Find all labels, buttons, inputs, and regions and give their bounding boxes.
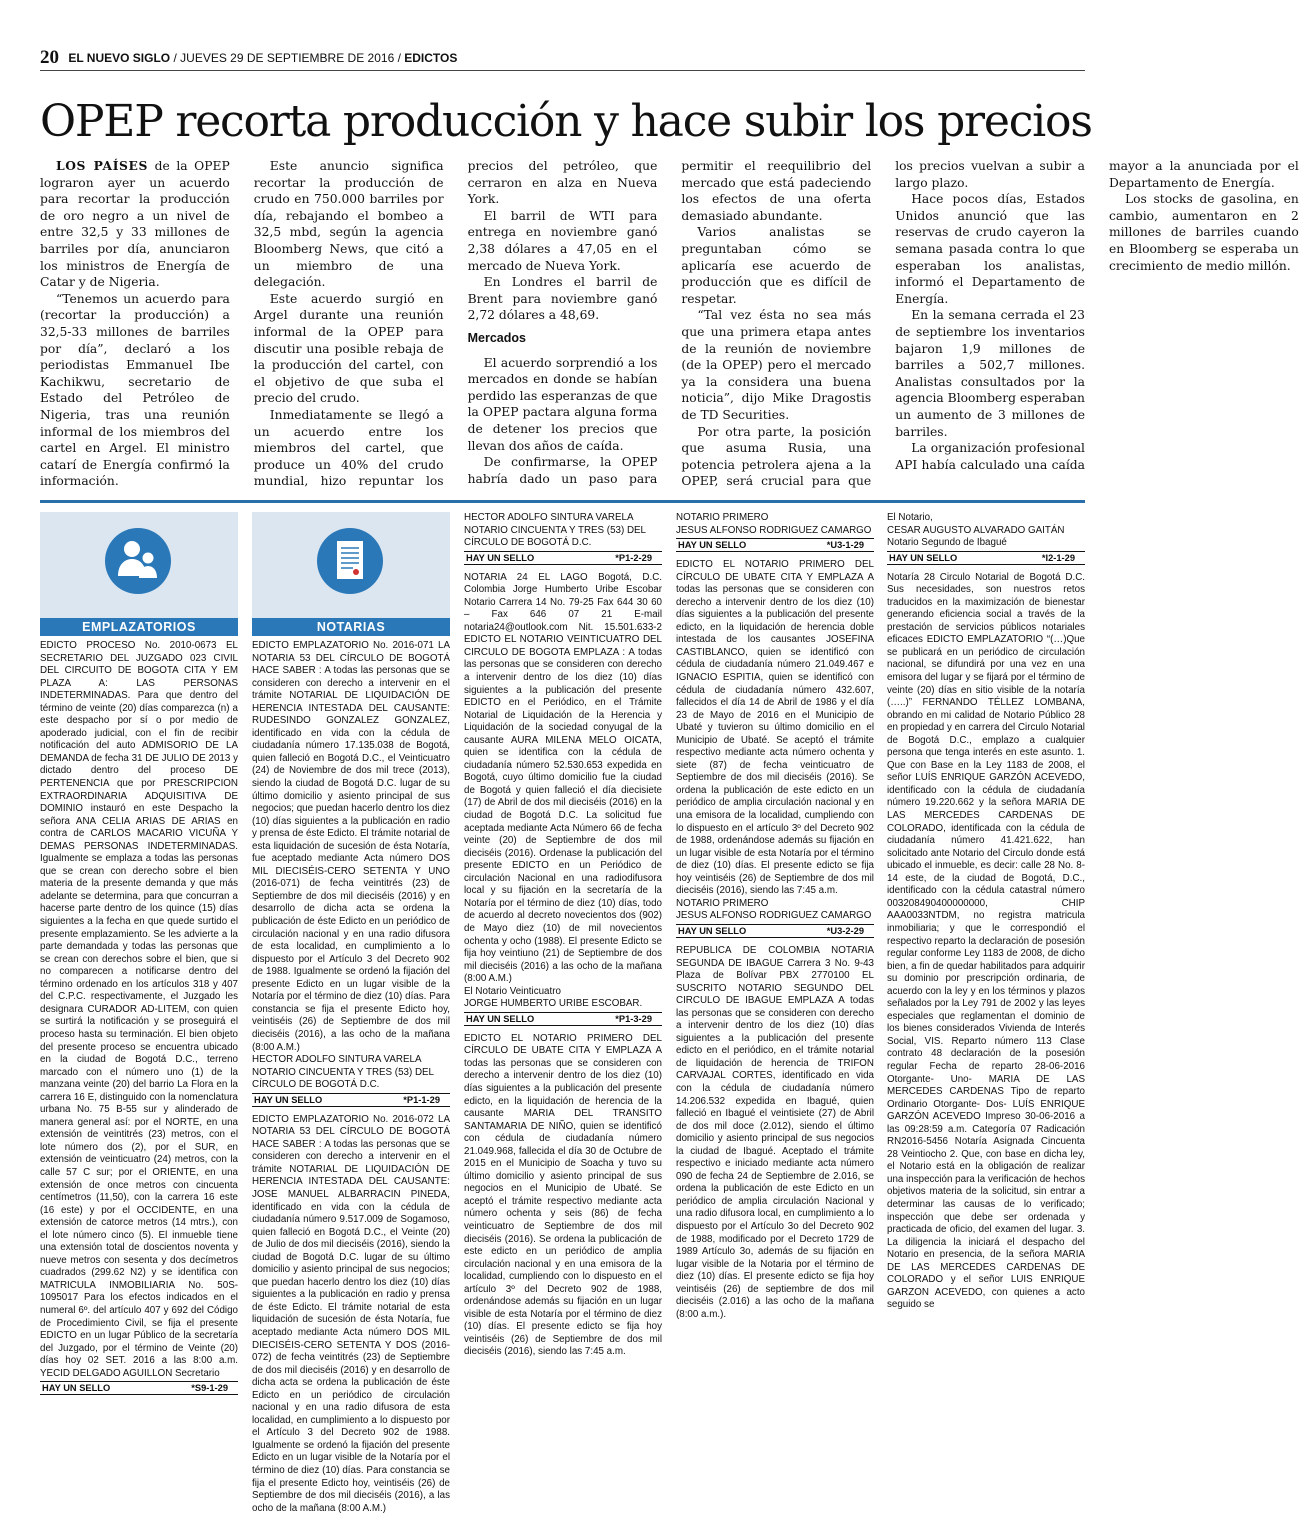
people-icon xyxy=(105,528,171,594)
edict-signature: Notario Segundo de Ibagué xyxy=(887,537,1007,549)
emplazatorios-title: EMPLAZATORIOS xyxy=(40,618,238,636)
page-number: 20 xyxy=(40,47,59,68)
article-paragraph: Inmediatamente se llegó a un acuerdo entre los miembros del cartel, que produce un 40% del crudo mundial, hizo repuntar los precios del petróleo, que cerraron en alza en Nueva York. xyxy=(253,159,658,489)
lead-paragraph-text: de la OPEP lograron ayer un acuerdo para recortar la producción de oro negro a un nivel de entre 32,5 y 33 millones de barriles por día, anunciaron los ministros de Energía de Catar y de Nigeria. xyxy=(40,159,230,290)
edict-code: *I2-1-29 xyxy=(1041,552,1075,563)
seal-label: HAY UN SELLO xyxy=(889,552,958,563)
article-paragraph xyxy=(40,158,230,291)
article-paragraph: “Tal vez ésta no sea más que una primera etapa antes de la reunión de noviembre (de la OPEP) pero el mercado ya la considera una buena noticia”, dijo Mike Dragostis de TD Securities. xyxy=(681,308,872,422)
article-body xyxy=(40,158,1299,490)
classified-column-4 xyxy=(676,512,874,1400)
seal-label: HAY UN SELLO xyxy=(678,540,747,551)
seal-label: HAY UN SELLO xyxy=(466,552,535,563)
classified-column-1 xyxy=(40,512,238,1400)
header-section: EDICTOS xyxy=(404,51,458,65)
article-paragraph: El barril de WTI para entrega en noviembre ganó 2,38 dólares a 47,05 en el mercado de Nueva York. xyxy=(467,208,658,273)
edict-code: *U3-2-29 xyxy=(826,925,864,936)
document-icon xyxy=(317,528,383,594)
edict-text: EDICTO EMPLAZATORIO No. 2016-072 LA NOTARIA 53 DEL CÍRCULO DE BOGOTÁ HACE SABER : A todas las personas que se consideren con derecho a intervenir en el trámite NOTARIAL DE LIQUIDACIÓN DE HERENCIA INTESTADA DEL CAUSANTE: JOSE MANUEL ALBARRACIN PINEDA, identificado en vida con la cédula de ciudadanía número 9.517.009 de Sogamoso, quien falleció en Bogotá D.C., el Veinte (20) de Julio de dos mil dieciséis (2016), siendo la ciudad de Bogotá D.C. lugar de su último domicilio y asiento principal de sus negocios; que puedan hacerlo dentro los diez (10) días siguientes a la publicación en radio y prensa de éste Edicto. El trámite notarial de esta liquidación de sucesión de ésta Notaría, fue aceptado mediante Acta número DOS MIL DIECISÉIS-CERO SETENTA Y DOS (2016-072) de fecha veintitrés (23) de Septiembre de dos mil dieciséis (2016) y en desarrollo de dicha acta se ordena la publicación de éste Edicto en un periódico de circulación nacional y en una radio difusora de esta localidad, en cumplimiento a lo dispuesto por el Artículo 3 del Decreto 902 de 1988. Igualmente se ordenó la fijación del presente Edicto en un lugar visible de la Notaría por el término de diez (10) días. Para constancia se fija el presente Edicto hoy, veintiséis (26) de Septiembre de dos mil dieciséis (2016), a las ocho de la mañana (8:00 A.M.) xyxy=(252,1113,450,1514)
seal-label: HAY UN SELLO xyxy=(466,1013,535,1024)
notarias-title: NOTARIAS xyxy=(252,618,450,636)
edict-signature: CESAR AUGUSTO ALVARADO GAITÁN xyxy=(887,524,1065,536)
seal-line xyxy=(40,1381,238,1395)
article-paragraph: La organización profesional API había calculado una caída mayor a la anunciada por el Departamento de Energía. xyxy=(895,159,1299,472)
edict-text: EDICTO EL NOTARIO PRIMERO DEL CÍRCULO DE UBATE CITA Y EMPLAZA A todas las personas que se consideren con derecho a intervenir dentro de los diez (10) días siguientes a la publicación del presente edicto, en la liquidación de herencia de la causante MARIA DEL TRANSITO SANTAMARIA DE NIÑO, quien se identificó con cédula de ciudadanía número 21.049.968, fallecida el día 30 de Octubre de 2015 en el Municipio de Soacha y tuvo su último domicilio y asiento principal de sus negocios en el Municipio de Ubaté. Se aceptó el trámite respectivo mediante acta número ochenta y seis (86) de fecha veinticuatro de Septiembre de dos mil dieciséis (2016). Se ordena la publicación de este edicto en un periódico de amplia circulación nacional y en una emisora de la localidad, cumpliendo con lo dispuesto en el artículo 3º del Decreto 902 de 1988, ordenándose además su fijación en un lugar visible de esta Notaría por el término de diez (10) días. El presente edicto se fija hoy veintiséis (26) de Septiembre de dos mil dieciséis (2016), siendo las 7:45 a.m. xyxy=(464,1032,662,1358)
article-paragraph: Los stocks de gasolina, en cambio, aumentaron en 2 millones de barriles cuando en Bloomberg se esperaba un crecimiento de medio millón. xyxy=(1108,192,1299,273)
seal-line xyxy=(676,924,874,938)
edict-signature: El Notario, xyxy=(887,512,933,523)
edict-signature: JESUS ALFONSO RODRIGUEZ CAMARGO xyxy=(676,524,872,536)
article-paragraph: Hace pocos días, Estados Unidos anunció que las reservas de crudo cayeron la semana pasada contra lo que esperaban los analistas, informó el Departamento de Energía. xyxy=(895,192,1085,306)
classified-column-2 xyxy=(252,512,450,1514)
headline: OPEP recorta producción y hace subir los precios xyxy=(40,96,1092,147)
article-paragraph: “Tenemos un acuerdo para (recortar la producción) a 32,5-33 millones de barriles por día”, declaró a los periodistas Emmanuel Ibe Kachikwu, secretario de Estado del Petróleo de Nigeria, tras una reunión informal de los miembros del cartel en Argel. El ministro catarí de Energía confirmó la información. xyxy=(40,291,230,489)
edict-signature: JORGE HUMBERTO URIBE ESCOBAR. xyxy=(464,998,643,1010)
edict-code: *P1-2-29 xyxy=(615,552,652,563)
article-paragraph: En Londres el barril de Brent para noviembre ganó 2,72 dólares a 48,69. xyxy=(467,275,658,323)
article-paragraph: En la semana cerrada el 23 de septiembre los inventarios bajaron 1,9 millones de barriles a 502,7 millones. Analistas consultados por la agencia Bloomberg esperaban un aumento de 3 millones de barriles. xyxy=(895,308,1085,439)
edict-text: EDICTO EMPLAZATORIO No. 2016-071 LA NOTARIA 53 DEL CÍRCULO DE BOGOTÁ HACE SABER : A todas las personas que se consideren con derecho a intervenir en el trámite NOTARIAL DE LIQUIDACIÓN DE HERENCIA INTESTADA DEL CAUSANTE: RUDESINDO GONZALEZ GONZALEZ, identificado en vida con la cédula de ciudadanía número 17.135.038 de Bogotá, quien falleció en Bogotá D.C., el Veinticuatro (24) de Noviembre de dos mil trece (2013), siendo la ciudad de Bogotá D.C. lugar de su último domicilio y asiento principal de sus negocios; que puedan hacerlo dentro los diez (10) días siguientes a la publicación en radio y prensa de éste Edicto. El trámite notarial de esta liquidación de sucesión de ésta Notaría, fue aceptado mediante Acta número DOS MIL DIECISÉIS-CERO SETENTA Y UNO (2016-071) de fecha veintitrés (23) de Septiembre de dos mil dieciséis (2016) y en desarrollo de dicha acta se ordena la publicación de éste Edicto en un periódico de circulación nacional y en una radio difusora de esta localidad, en cumplimiento a lo dispuesto por el Artículo 3 del Decreto 902 de 1988. Igualmente se ordenó la fijación del presente Edicto en un lugar visible de la Notaría por el término de diez (10) días. Para constancia se fija el presente Edicto hoy, veintiséis (26) de Septiembre de dos mil dieciséis (2016), a las ocho de la mañana (8:00 A.M.) xyxy=(252,640,450,1053)
article-paragraph: El acuerdo sorprendió a los mercados en donde se habían perdido las esperanzas de que la OPEP pactara alguna forma de detener los precios que llevan dos años de caída. xyxy=(467,355,658,453)
edict-code: *P1-3-29 xyxy=(615,1013,652,1024)
edict-text: NOTARIA 24 EL LAGO Bogotá, D.C. Colombia Jorge Humberto Uribe Escobar Notario Carrera 14 No. 79-25 Fax 644 30 60 – Fax 646 07 21 E-mail notaria24@outlook.com Nit. 15.501.633-2 EDICTO EL NOTARIO VEINTICUATRO DEL CIRCULO DE BOGOTA EMPLAZA : A todas las personas que se consideren con derecho a intervenir dentro de los diez (10) días siguientes a la publicación del presente EDICTO en el Periódico, en el Trámite Notarial de Liquidación de la Herencia y Liquidación de la sociedad conyugal de la causante AURA MILENA MELO OICATA, quien se identifica con la cédula de ciudadanía número 52.530.653 expedida en Bogotá, cuyo último domicilio fue la ciudad de Bogotá y quien falleció el día diecisiete (17) de Abril de dos mil dieciséis (2016) en la ciudad de Bogotá D.C. La solicitud fue aceptada mediante Acta Número 66 de fecha veinte (20) de Septiembre de dos mil dieciséis (2016). Ordenase la publicación del presente EDICTO en un Periódico de circulación Nacional en una radiodifusora local y su fijación en la secretaría de la Notaría por el término de diez (10) días, todo de acuerdo al decreto novecientos dos (902) de Mayo diez (10) de mil novecientos ochenta y ocho (1988). El presente Edicto se fija hoy veintiuno (21) de Septiembre de dos mil dieciséis (2016) a las ocho de la mañana (8:00 A.M.) xyxy=(464,571,662,985)
seal-label: HAY UN SELLO xyxy=(678,925,747,936)
edict-text: Notaría 28 Circulo Notarial de Bogotá D.C. Sus necesidades, son nuestros retos traducidos en la maximización de bienestar generando eficiencia social a través de la prestación de servicios públicos notariales eficaces EDICTO EMPLAZATORIO “(…)Que se publicará en un periódico de circulación nacional, se difundirá por una vez en una emisora del lugar y se fijará por el término de veinte (20) días en sitio visible de la notaría (…..)” FERNANDO TÉLLEZ LOMBANA, obrando en mi calidad de Notario Público 28 en propiedad y en carrera del Circulo Notarial de Bogotá D.C., emplazo a cualquier persona que tenga interés en este asunto. 1. Que con Base en la Ley 1183 de 2008, el señor LUÍS ENRIQUE GARZÓN ACEVEDO, identificado con la cédula de ciudadanía número 19.220.662 y la señora MARIA DE LAS MERCEDES CARDENAS DE COLORADO, identificada con la cédula de ciudadanía número 41.421.622, han solicitado ante Notario del Circulo donde está ubicado el inmueble, es decir: calle 28 No. 8-14 este, de la ciudad de Bogotá, D.C., identificado con la cédula catastral número 003208490400000000, CHIP AAA0033NTDM, no registra matricula inmobiliaria; y que le correspondió el respectivo reparto la declaración de posesión regular conforme Ley 1183 de 2008, de dicho bien, a fin de quedar habilitados para adquirir su dominio por prescripción ordinaria, de acuerdo con la ley y en los términos y plazos señalados por la Ley 791 de 2002 y las leyes especiales que reglamentan el dominio de los bienes considerados Vivienda de Interés Social, VIS. Reparto número 113 Clase contrato 48 declaración de la posesión regular Fecha de reparto 28-06-2016 Otorgante- Uno- MARIA DE LAS MERCEDES CARDENAS Tipo de reparto Ordinario Otorgante- Dos- LUÍS ENRIQUE GARZÓN ACEVEDO Impreso 30-06-2016 a las 09:28:59 a.m. Categoría 07 Radicación RN2016-5456 Notaría Asignada Cincuenta 28 Veintiocho 2. Que, con base en dicha ley, el Notario está en la obligación de realizar una inspección para la verificación de hechos objetivos materia de la solicitud, sin entrar a determinar las causas de lo verificado; inspección que debe ser ordenada y practicada de oficio, del examen del lugar. 3. La diligencia la iniciará el despacho del Notario en presencia, de la señora MARIA DE LAS MERCEDES CARDENAS DE COLORADO y el señor LUIS ENRIQUE GARZON ACEVEDO, con quienes a acto seguido se xyxy=(887,571,1085,1311)
seal-line xyxy=(464,551,662,565)
seal-label: HAY UN SELLO xyxy=(42,1383,111,1394)
emplazatorios-banner xyxy=(40,512,238,618)
edict-text: EDICTO EL NOTARIO PRIMERO DEL CÍRCULO DE UBATE CITA Y EMPLAZA A todas las personas que se consideren con derecho a intervenir dentro de los diez (10) días siguientes a la publicación del presente edicto, en la liquidación de herencia doble intestada de los causantes JOSEFINA CASTIBLANCO, quien se identificó con cédula de ciudadanía número 21.049.467 e IGNACIO ESPITIA, quien se identificó con cédula de ciudadanía número 432.607, fallecidos el día 14 de Abril de 1986 y el día 23 de Mayo de 2016 en el Municipio de Ubaté y tuvieron su último domicilio en el Municipio de Ubaté. Se aceptó el trámite respectivo mediante acta número ochenta y siete (87) de fecha veinticuatro de Septiembre de dos mil dieciséis (2016). Se ordena la publicación de este edicto en un periódico de amplia circulación nacional y en una emisora de la localidad, cumpliendo con lo dispuesto en el artículo 3º del Decreto 902 de 1988, ordenándose además su fijación en un lugar visible de esta Notaría por el término de diez (10) días. El presente edicto se fija hoy veintiséis (26) de Septiembre de dos mil dieciséis (2016), siendo las 7:45 a.m. xyxy=(676,559,874,897)
article-paragraph: Este anuncio significa recortar la producción de crudo en 750.000 barriles por día, rebajando el bombeo a 32,5 mbd, según la agencia Bloomberg News, que citó a un miembro de una delegación. xyxy=(253,159,444,290)
edict-text: REPUBLICA DE COLOMBIA NOTARIA SEGUNDA DE IBAGUE Carrera 3 No. 9-43 Plaza de Bolívar PBX 2770100 EL SUSCRITO NOTARIO SEGUNDO DEL CIRCULO DE IBAGUE EMPLAZA A todas las personas que se consideren con derecho a intervenir dentro de los diez (10) días siguientes a la publicación del presente edicto en el periódico, en el trámite notarial de liquidación de herencia de TRIFON CARVAJAL CORTES, identificado en vida con la cédula de ciudadanía número 14.206.532 expedida en Ibagué, quien falleció en Ibagué el veintisiete (27) de Abril de dos mil doce (2.012), siendo el último domicilio y asiento principal de sus negocios la ciudad de Ibagué. Aceptado el trámite respectivo e iniciado mediante acta número 090 de fecha 24 de Septiembre de 2.016, se ordena la publicación de este Edicto en un periódico de amplia circulación Nacional y una radio difusora local, en cumplimiento a lo dispuesto por el Artículo 3o del Decreto 902 de 1988, modificado por el Decreto 1729 de 1989 Artículo 3o, además de su fijación en lugar visible de la Notaria por el término de diez (10) días. El presente edicto se fija hoy veintiséis (26) de septiembre de dos mil dieciséis (2.016) a las ocho de la mañana (8:00 a.m.). xyxy=(676,944,874,1320)
classifieds-section xyxy=(40,512,1085,1514)
page-header xyxy=(40,48,1085,71)
edict-signature: HECTOR ADOLFO SINTURA VARELA xyxy=(252,1054,422,1066)
edict-code: *S9-1-29 xyxy=(191,1383,228,1394)
edict-signature: NOTARIO PRIMERO xyxy=(676,512,769,523)
seal-line xyxy=(676,538,874,552)
edict-signature: JESUS ALFONSO RODRIGUEZ CAMARGO xyxy=(676,910,872,922)
edict-code: *P1-1-29 xyxy=(403,1094,440,1105)
edict-signature: El Notario Veinticuatro xyxy=(464,985,561,997)
header-date: / JUEVES 29 DE SEPTIEMBRE DE 2016 / xyxy=(173,51,401,65)
edict-text: EDICTO PROCESO No. 2010-0673 EL SECRETARIO DEL JUZGADO 023 CIVIL DEL CIRCUITO DE BOGOTA CITA Y EM PLAZA A: LAS PERSONAS INDETERMINADAS. Para que dentro del término de veinte (20) días comparezca (n) a este despacho por sí o por medio de apoderado judicial, con el fin de recibir notificación del auto ADMISORIO DE LA DEMANDA de fecha 31 DE JULIO DE 2013 y dictado dentro del proceso DE PERTENENCIA que por PRESCRIPCION EXTRAORDINARIA ADQUISITIVA DE DOMINIO instauró en este Despacho la señora ANA CELIA ARIAS DE ARIAS en contra de CARLOS MACARIO VICUÑA Y DEMAS PERSONAS INDETERMINADAS. Igualmente se emplaza a todas las personas que se crean con derecho sobre el bien materia de la presente demanda y que más adelante se determina, para que concurran a hacerse parte dentro de los quince (15) días siguientes a la fecha en que quede surtido el presente emplazamiento. Se les advierte a la parte demandada y todas las personas que se crean con derechos sobre el bien, que si no comparecen a notificarse dentro del término ordenado en los artículos 318 y 407 del C.P.C. respectivamente, el Juzgado les designara CURADOR AD-LITEM, con quien se surtirá la notificación y se proseguirá el proceso hasta su terminación. El bien objeto del presente proceso se encuentra ubicado en la ciudad de Bogotá D.C., terreno marcado con el número uno (1) de la manzana veinte (20) del barrio La Flora en la carrera 16 E, distinguido con la nomenclatura urbana No. 75 B-55 sur y alinderado de manera general así: por el NORTE, en una extensión de veintitrés (23) metros, con el lote número dos (2), por el SUR, en extensión de veinticuatro (24) metros, con la calle 57 C sur; por el ORIENTE, en una extensión de once metros con cincuenta centímetros (11,50), con la carrera 16 este (16 este) y por el OCCIDENTE, en una extensión de catorce metros (14 mtrs.), con el lote número cinco (5). El inmueble tiene una extensión total de doscientos noventa y nueve metros con sesenta y dos decímetros cuadrados (299.62 N2) y se identifica con MATRICULA INMOBILIARIA No. 50S-1095017 Para los efectos indicados en el numeral 6º. del artículo 407 y 692 del Código de Procedimiento Civil, se fija el presente EDICTO en un lugar Público de la secretaría del Juzgado, por el término de Veinte (20) días hoy 02 SET. 2016 a las 8:00 a.m. YECID DELGADO AGUILLON Secretario xyxy=(40,640,238,1379)
seal-line xyxy=(252,1093,450,1107)
seal-label: HAY UN SELLO xyxy=(254,1094,323,1105)
edict-signature: NOTARIO CINCUENTA Y TRES (53) DEL CÍRCULO DE BOGOTÁ D.C. xyxy=(464,524,646,549)
section-divider xyxy=(40,500,1085,503)
seal-line xyxy=(887,551,1085,565)
seal-line xyxy=(464,1012,662,1026)
edict-signature: HECTOR ADOLFO SINTURA VARELA xyxy=(464,512,634,523)
edict-signature: NOTARIO PRIMERO xyxy=(676,897,769,909)
classified-column-5 xyxy=(887,512,1085,1400)
publication-name: EL NUEVO SIGLO xyxy=(68,51,171,65)
classified-column-3 xyxy=(464,512,662,1400)
lead-word: LOS PAÍSES xyxy=(56,158,148,173)
notarias-banner xyxy=(252,512,450,618)
edict-signature: NOTARIO CINCUENTA Y TRES (53) DEL CÍRCULO DE BOGOTÁ D.C. xyxy=(252,1066,434,1091)
edict-code: *U3-1-29 xyxy=(826,540,864,551)
article-paragraph: Por otra parte, la posición que asuma Rusia, una potencia petrolera ajena a la OPEP, será crucial para que los precios vuelvan a subir a largo plazo. xyxy=(681,159,1085,489)
article-paragraph: Varios analistas se preguntaban cómo se aplicaría ese acuerdo de producción que es difícil de respetar. xyxy=(681,225,872,306)
article-subhead: Mercados xyxy=(467,330,526,345)
article-paragraph: De confirmarse, la OPEP habría dado un paso para permitir el reequilibrio del mercado que está padeciendo los efectos de una oferta demasiado abundante. xyxy=(467,159,872,486)
article-paragraph: Este acuerdo surgió en Argel durante una reunión informal de la OPEP para discutir una posible rebaja de la producción del cartel, con el objetivo de que suba el precio del crudo. xyxy=(253,291,444,406)
